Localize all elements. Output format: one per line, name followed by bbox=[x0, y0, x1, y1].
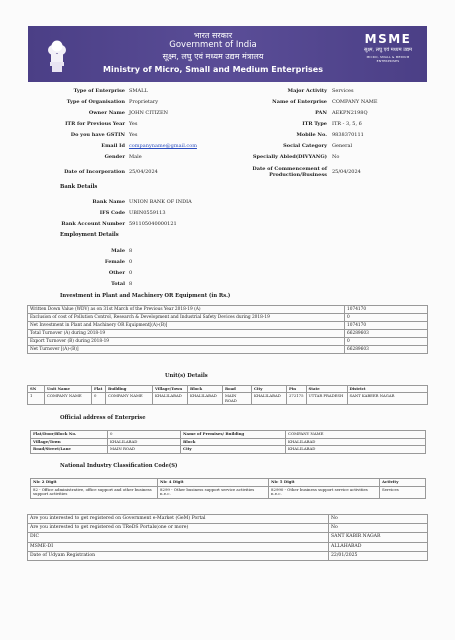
field-label: ITR for Previous Year bbox=[65, 121, 125, 127]
table-cell: SANT KABEER NAGAR bbox=[347, 393, 428, 405]
field-value: JOHN CITIZEN bbox=[129, 110, 169, 116]
msme-logo: MSME सूक्ष्म, लघु एवं मध्यम उद्यम MICRO, SMALL & MEDIUM ENTERPRISES bbox=[363, 32, 413, 63]
country-title: Government of India bbox=[169, 40, 257, 50]
units-table bbox=[27, 385, 428, 405]
field-label: Name of Enterprise bbox=[272, 99, 327, 105]
field-value: Services bbox=[332, 88, 354, 94]
table-cell: 1074170 bbox=[345, 306, 428, 314]
field-value: 9838370111 bbox=[332, 132, 364, 138]
field-value: 591105040000121 bbox=[129, 221, 177, 227]
table-row bbox=[28, 322, 428, 330]
column-header: District bbox=[347, 386, 428, 393]
table-row bbox=[28, 533, 428, 542]
field-value: KHALILABAD bbox=[108, 438, 181, 446]
field-value: 0 bbox=[108, 431, 181, 439]
table-cell: KHALILABAD bbox=[188, 393, 223, 405]
table-cell: Date of Udyam Registration bbox=[28, 551, 329, 560]
nic-table bbox=[30, 478, 426, 499]
field-label: Date of Commencement of bbox=[252, 166, 327, 172]
field-label: IFS Code bbox=[99, 210, 125, 216]
field-label: PAN bbox=[315, 110, 327, 116]
email-link[interactable]: companyname@gmail.com bbox=[129, 143, 197, 149]
table-cell: MSME-DI bbox=[28, 542, 329, 551]
table-cell: 82 - Office administrative, office support and other business support activities bbox=[31, 486, 158, 498]
ministry-title: Ministry of Micro, Small and Medium Enterprises bbox=[103, 65, 323, 74]
field-label: ITR Type bbox=[302, 121, 327, 127]
field-label: Male bbox=[111, 248, 125, 254]
bank-section-title: Bank Details bbox=[60, 184, 98, 190]
column-header: Building bbox=[106, 386, 153, 393]
column-header: Road bbox=[223, 386, 252, 393]
field-label: Total bbox=[111, 281, 125, 287]
table-cell: KHALILABAD bbox=[252, 393, 287, 405]
national-emblem-icon bbox=[46, 32, 68, 74]
table-row bbox=[28, 338, 428, 346]
table-row bbox=[28, 542, 428, 551]
column-header: Pin bbox=[287, 386, 307, 393]
field-value: No bbox=[332, 154, 340, 160]
hindi-ministry-title: सूक्ष्म, लघु एवं मध्यम उद्यम मंत्रालय bbox=[162, 52, 264, 61]
field-value: 25/04/2024 bbox=[129, 169, 158, 175]
field-value: KHALILABAD bbox=[286, 438, 426, 446]
table-cell: KHALILABAD bbox=[153, 393, 188, 405]
field-label: Block bbox=[181, 438, 286, 446]
field-label: Village/Town bbox=[31, 438, 108, 446]
field-value: UNION BANK OF INDIA bbox=[129, 199, 192, 205]
table-cell: MAIN ROAD bbox=[223, 393, 252, 405]
address-section-title: Official address of Enterprise bbox=[60, 415, 146, 421]
field-value: KHALILABAD bbox=[286, 446, 426, 454]
column-header: Activity bbox=[380, 479, 426, 487]
field-value: UBIN0559113 bbox=[129, 210, 166, 216]
field-value: Proprietary bbox=[129, 99, 159, 105]
field-label: Type of Enterprise bbox=[73, 88, 125, 94]
column-header: City bbox=[252, 386, 287, 393]
table-row bbox=[28, 524, 428, 533]
table-cell: DIC bbox=[28, 533, 329, 542]
field-value: ITR - 3, 5, 6 bbox=[332, 121, 362, 127]
table-cell: No bbox=[329, 524, 428, 533]
column-header: Nic 2 Digit bbox=[31, 479, 158, 487]
employment-section-title: Employment Details bbox=[60, 232, 119, 238]
field-label: Email Id bbox=[101, 143, 125, 149]
field-value: COMPANY NAME bbox=[332, 99, 378, 105]
table-cell: Net Investment in Plant and Machinery OR Equipment[(A)-(B)] bbox=[28, 322, 345, 330]
table-cell: SANT KABIR NAGAR bbox=[329, 533, 428, 542]
table-cell: 66289603 bbox=[345, 330, 428, 338]
table-header-row bbox=[28, 386, 428, 393]
field-label: Female bbox=[104, 259, 125, 265]
table-cell: 66289603 bbox=[345, 346, 428, 354]
field-value: COMPANY NAME bbox=[286, 431, 426, 439]
field-label: Mobile No. bbox=[296, 132, 327, 138]
address-table bbox=[30, 430, 426, 454]
table-cell: 8299 - Other business support service activities n.e.c. bbox=[158, 486, 269, 498]
table-cell: 1 bbox=[28, 393, 45, 405]
field-value: 0 bbox=[129, 270, 133, 276]
table-header-row bbox=[31, 479, 426, 487]
field-value: Male bbox=[129, 154, 142, 160]
investment-section-title: Investment in Plant and Machinery OR Equipment (in Rs.) bbox=[60, 293, 231, 299]
column-header: Flat bbox=[92, 386, 106, 393]
field-label: Owner Name bbox=[88, 110, 125, 116]
registration-table bbox=[27, 514, 428, 561]
table-cell: Total Turnover (A) during 2018-19 bbox=[28, 330, 345, 338]
field-value: 0 bbox=[129, 259, 133, 265]
table-cell: ALLAHABAD bbox=[329, 542, 428, 551]
field-label: Name of Premises/ Building bbox=[181, 431, 286, 439]
field-label: Gender bbox=[104, 154, 125, 160]
table-cell: Are you interested to get registered on TReDS Portals(one or more) bbox=[28, 524, 329, 533]
column-header: SN bbox=[28, 386, 45, 393]
table-row bbox=[28, 346, 428, 354]
field-label: Flat/Door/Block No. bbox=[31, 431, 108, 439]
field-value: Yes bbox=[129, 121, 138, 127]
field-label: Date of Incorporation bbox=[64, 169, 125, 175]
table-cell: Net Turnover [(A)-(B)] bbox=[28, 346, 345, 354]
table-cell: 272175 bbox=[287, 393, 307, 405]
field-label: Major Activity bbox=[287, 88, 327, 94]
field-value: General bbox=[332, 143, 353, 149]
table-row bbox=[28, 551, 428, 560]
table-cell: No bbox=[329, 515, 428, 524]
table-cell: 0 bbox=[345, 314, 428, 322]
column-header: Nic 5 Digit bbox=[269, 479, 380, 487]
table-row bbox=[31, 486, 426, 498]
table-cell: COMPANY NAME bbox=[106, 393, 153, 405]
table-row bbox=[28, 393, 428, 405]
table-row bbox=[28, 330, 428, 338]
nic-section-title: National Industry Classification Code(S) bbox=[60, 463, 178, 469]
column-header: Unit Name bbox=[45, 386, 92, 393]
field-label: Social Category bbox=[283, 143, 327, 149]
table-cell: Export Turnover (B) during 2018-19 bbox=[28, 338, 345, 346]
field-label: Production/Business bbox=[269, 172, 327, 178]
field-value: AEKPN2198Q bbox=[332, 110, 368, 116]
column-header: State bbox=[306, 386, 347, 393]
column-header: Block bbox=[188, 386, 223, 393]
table-cell: Services bbox=[380, 486, 426, 498]
field-value: 25/04/2024 bbox=[332, 169, 361, 175]
field-value: Yes bbox=[129, 132, 138, 138]
field-value: 8 bbox=[129, 248, 133, 254]
hindi-country-title: भारत सरकार bbox=[193, 31, 233, 40]
table-cell: 82990 - Other business support service activities n.e.c. bbox=[269, 486, 380, 498]
table-cell: 0 bbox=[92, 393, 106, 405]
field-label: Bank Name bbox=[92, 199, 125, 205]
table-row bbox=[28, 515, 428, 524]
table-cell: Are you interested to get registered on Government e-Market (GeM) Portal bbox=[28, 515, 329, 524]
table-cell: COMPANY NAME bbox=[45, 393, 92, 405]
table-row bbox=[28, 306, 428, 314]
field-label: Other bbox=[108, 270, 125, 276]
field-value: MAIN ROAD bbox=[108, 446, 181, 454]
field-label: Road/Street/Lane bbox=[31, 446, 108, 454]
field-label: Bank Account Number bbox=[61, 221, 125, 227]
table-row bbox=[28, 314, 428, 322]
table-cell: 22/01/2025 bbox=[329, 551, 428, 560]
table-cell: Written Down Value (WDV) as on 31st March of the Previous Year 2018-19 (A) bbox=[28, 306, 345, 314]
profile-row-8 bbox=[0, 166, 455, 180]
field-label: Specially Abled(DIVYANG) bbox=[252, 154, 327, 160]
table-row bbox=[31, 431, 426, 439]
investment-table bbox=[27, 305, 428, 354]
field-label: City bbox=[181, 446, 286, 454]
ministry-banner bbox=[28, 26, 427, 82]
column-header: Nic 4 Digit bbox=[158, 479, 269, 487]
units-section-title: Unit(s) Details bbox=[165, 373, 208, 379]
field-label: Do you have GSTIN bbox=[70, 132, 125, 138]
table-cell: Exclusion of cost of Pollution Control, Research & Development and Industrial Safety Devices during 2018-19 bbox=[28, 314, 345, 322]
field-value: SMALL bbox=[129, 88, 148, 94]
field-value: 8 bbox=[129, 281, 133, 287]
column-header: Village/Town bbox=[153, 386, 188, 393]
table-row bbox=[31, 438, 426, 446]
table-cell: UTTAR PRADESH bbox=[306, 393, 347, 405]
field-label: Type of Organisation bbox=[66, 99, 125, 105]
table-row bbox=[31, 446, 426, 454]
table-cell: 0 bbox=[345, 338, 428, 346]
table-cell: 1074170 bbox=[345, 322, 428, 330]
